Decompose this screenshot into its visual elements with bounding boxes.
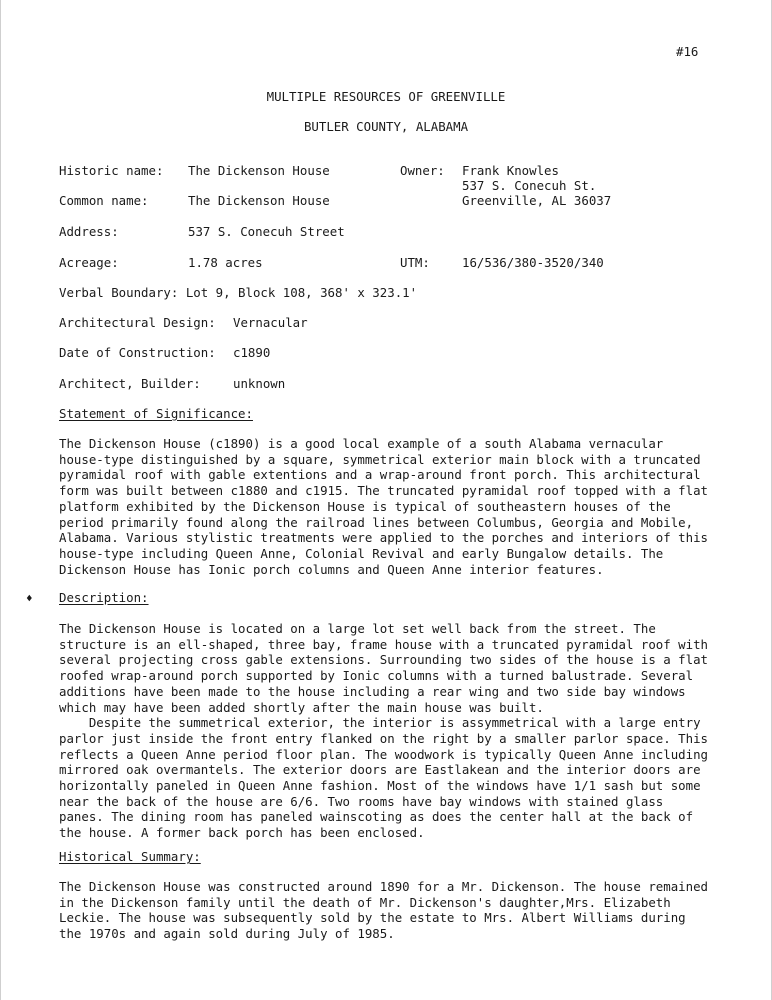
text-line: near the back of the house are 6/6. Two rooms have bay windows with stained glass	[59, 793, 664, 809]
architect-value: unknown	[233, 376, 286, 391]
verbal-boundary: Verbal Boundary: Lot 9, Block 108, 368' x 323.1'	[59, 285, 418, 300]
text-line: mirrored oak overmantels. The exterior doors are Eastlakean and the interior doors are	[59, 762, 701, 778]
utm-value: 16/536/380-3520/340	[462, 255, 604, 270]
owner-line: Frank Knowles	[462, 163, 559, 178]
text-line: parlor just inside the front entry flanked on the right by a smaller parlor space. This	[59, 730, 709, 746]
construction-date-value: c1890	[233, 345, 271, 360]
historical-paragraph	[59, 879, 759, 942]
text-line: The Dickenson House is located on a large lot set well back from the street. The	[59, 621, 656, 636]
text-line: in the Dickenson family until the death of Mr. Dickenson's daughter,Mrs. Elizabeth	[59, 894, 671, 910]
text-line: panes. The dining room has paneled wainscoting as does the center hall at the back of	[59, 809, 694, 825]
address-value: 537 S. Conecuh Street	[188, 224, 345, 239]
historic-name-label: Historic name:	[59, 163, 164, 178]
architectural-design-value: Vernacular	[233, 315, 308, 330]
text-line: the house. A former back porch has been enclosed.	[59, 825, 425, 841]
text-line: period primarily found along the railroad lines between Columbus, Georgia and Mobile,	[59, 514, 694, 530]
page-number: #16	[676, 44, 699, 59]
text-line: roofed wrap-around porch supported by Ionic columns with a turned balustrade. Several	[59, 668, 694, 684]
text-line: which may have been added shortly after the main house was built.	[59, 699, 544, 715]
address-label: Address:	[59, 224, 119, 239]
acreage-label: Acreage:	[59, 255, 119, 270]
text-line: additions have been made to the house including a rear wing and two side bay windows	[59, 683, 686, 699]
county-subtitle: BUTLER COUNTY, ALABAMA	[303, 119, 469, 134]
scan-edge	[0, 0, 1, 1000]
text-line: the 1970s and again sold during July of 1985.	[59, 926, 395, 942]
description-paragraph	[59, 621, 759, 841]
text-line: reflects a Queen Anne period floor plan. The woodwork is typically Queen Anne including	[59, 746, 709, 762]
text-line: Leckie. The house was subsequently sold by the estate to Mrs. Albert Williams during	[59, 910, 686, 926]
historic-name-value: The Dickenson House	[188, 163, 330, 178]
utm-label: UTM:	[400, 255, 430, 270]
common-name-label: Common name:	[59, 193, 149, 208]
acreage-value: 1.78 acres	[188, 255, 263, 270]
document-title: MULTIPLE RESOURCES OF GREENVILLE	[266, 89, 506, 104]
text-line: platform exhibited by the Dickenson House is typical of southeastern houses of the	[59, 498, 671, 514]
owner-line: Greenville, AL 36037	[462, 193, 612, 208]
significance-paragraph	[59, 436, 759, 577]
margin-mark: ♦	[26, 592, 33, 605]
text-line: house-type including Queen Anne, Colonial Revival and early Bungalow details. The	[59, 545, 664, 561]
common-name-value: The Dickenson House	[188, 193, 330, 208]
text-line: horizontally paneled in Queen Anne fashion. Most of the windows have 1/1 sash but some	[59, 778, 701, 794]
owner-label: Owner:	[400, 163, 445, 178]
description-heading: Description:	[59, 590, 149, 605]
text-line: pyramidal roof with gable extentions and a wrap-around front porch. This architectural	[59, 467, 701, 483]
text-line: form was built between c1880 and c1915. The truncated pyramidal roof topped with a flat	[59, 483, 709, 499]
text-line: structure is an ell-shaped, three bay, frame house with a truncated pyramidal roof with	[59, 636, 709, 652]
significance-heading: Statement of Significance:	[59, 406, 253, 421]
text-line: The Dickenson House (c1890) is a good local example of a south Alabama vernacular	[59, 436, 664, 451]
owner-line: 537 S. Conecuh St.	[462, 178, 597, 193]
text-line: Despite the summetrical exterior, the interior is assymmetrical with a large entry	[59, 715, 701, 731]
text-line: Dickenson House has Ionic porch columns and Queen Anne interior features.	[59, 561, 604, 577]
text-line: several projecting cross gable extensions. Surrounding two sides of the house is a flat	[59, 652, 709, 668]
text-line: Alabama. Various stylistic treatments were applied to the porches and interiors of this	[59, 530, 709, 546]
historical-heading: Historical Summary:	[59, 849, 201, 864]
architectural-design-label: Architectural Design:	[59, 315, 216, 330]
construction-date-label: Date of Construction:	[59, 345, 216, 360]
text-line: house-type distinguished by a square, symmetrical exterior main block with a truncated	[59, 451, 701, 467]
text-line: The Dickenson House was constructed around 1890 for a Mr. Dickenson. The house remained	[59, 879, 709, 894]
architect-label: Architect, Builder:	[59, 376, 201, 391]
